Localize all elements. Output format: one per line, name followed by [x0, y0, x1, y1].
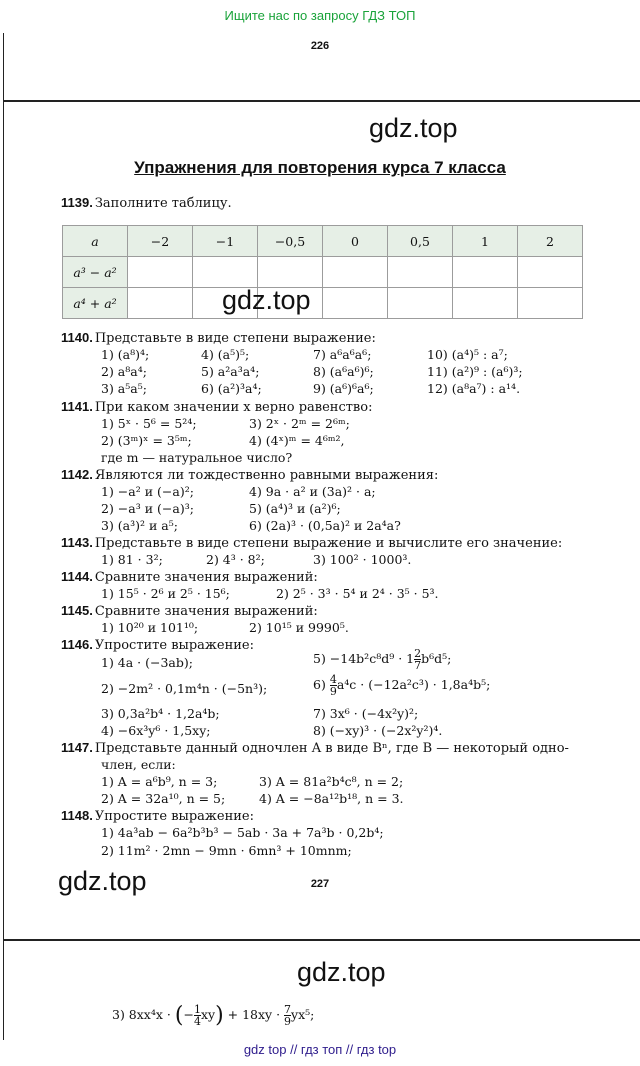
exercise-item: 2) a⁸a⁴; [101, 364, 147, 379]
exercise-item: 8) (a⁶a⁶)⁶; [313, 364, 374, 379]
exercise-item: 1) −a² и (−a)²; [101, 484, 194, 499]
exercise-item: 3) a⁵a⁵; [101, 381, 147, 396]
problem-text: Сравните значения выражений: [94, 604, 318, 619]
problem-1139 [61, 195, 232, 212]
table-header-cell: 1 [453, 226, 518, 257]
exercise-item: 7) 3x⁶ · (−4x²y)²; [313, 706, 419, 721]
watermark: gdz.top [58, 866, 147, 896]
table-cell [193, 257, 258, 288]
fraction: $\frac{4}{9}$ [329, 673, 337, 698]
exercise-item: 2) 4³ · 8²; [206, 552, 265, 567]
problem-text: Представьте в виде степени выражение и вычислите его значение: [94, 536, 563, 551]
table-cell [323, 257, 388, 288]
page-border-left [3, 940, 4, 1040]
exercise-item: 2) 11m² · 2mn − 9mn · 6mn³ + 10mnm; [101, 843, 352, 858]
exercise-item: 4) (4ˣ)ᵐ = 4⁶ᵐ², [249, 433, 345, 448]
problem-number: 1140. [61, 330, 93, 345]
exercise-item: 8) (−xy)³ · (−2x²y²)⁴. [313, 723, 443, 738]
page-number-top: 226 [310, 40, 330, 52]
exercise-item: 2) 10¹⁵ и 9990⁵. [249, 620, 349, 635]
exercise-item: 3) 0,3a²b⁴ · 1,2a⁴b; [101, 706, 220, 721]
table-header-cell: 2 [518, 226, 583, 257]
fraction: $\frac{1}{4}$ [193, 1003, 201, 1028]
problem-1143 [61, 535, 562, 552]
problem-text: Представьте в виде степени выражение: [94, 331, 376, 346]
footer-links[interactable]: gdz top // гдз топ // гдз top [243, 1042, 397, 1057]
exercise-item: 5) a²a³a⁴; [201, 364, 260, 379]
table-header-cell: −1 [193, 226, 258, 257]
watermark: gdz.top [297, 957, 386, 987]
problem-text: Представьте данный одночлен A в виде Bⁿ, где B — некоторый одно- [94, 741, 569, 756]
exercise-item: 2) A = 32a¹⁰, n = 5; [101, 791, 226, 806]
exercise-note: член, если: [101, 757, 176, 772]
watermark: gdz.top [369, 113, 458, 143]
exercise-item: 1) 81 · 3²; [101, 552, 163, 567]
exercise-item: 3) (a³)² и a⁵; [101, 518, 178, 533]
table-cell [258, 257, 323, 288]
exercise-item: 2) −2m² · 0,1m⁴n · (−5n³); [101, 681, 268, 696]
exercise-item: 2) 2⁵ · 3³ · 5⁴ и 2⁴ · 3⁵ · 5³. [276, 586, 439, 601]
exercise-note: где m — натуральное число? [101, 450, 293, 465]
exercise-item: 3) 8xx⁴x · (− $\frac{1}{4}$ xy) + 18xy · $\frac{7}{9}$ yx⁵; [112, 1003, 315, 1028]
exercise-item: 10) (a⁴)⁵ : a⁷; [427, 347, 508, 362]
exercise-item: 1) 15⁵ · 2⁶ и 2⁵ · 15⁶; [101, 586, 230, 601]
exercise-item: 1) 4a³ab − 6a²b³b³ − 5ab · 3a + 7a³b · 0,2b⁴; [101, 825, 384, 840]
exercise-item: 6) (2a)³ · (0,5a)² и 2a⁴a? [249, 518, 401, 533]
problem-1146 [61, 637, 254, 654]
problem-text: Заполните таблицу. [94, 196, 232, 211]
problem-number: 1147. [61, 740, 93, 755]
exercise-item: 2) (3ᵐ)ˣ = 3⁵ᵐ; [101, 433, 192, 448]
exercise-item: 6) (a²)³a⁴; [201, 381, 262, 396]
problem-text: Упростите выражение: [94, 809, 254, 824]
exercise-item: 4) (a⁵)⁵; [201, 347, 250, 362]
table-cell [128, 257, 193, 288]
table-row-label: a⁴ + a² [63, 288, 128, 319]
table-header-cell: 0 [323, 226, 388, 257]
problem-number: 1144. [61, 569, 93, 584]
table-cell [518, 257, 583, 288]
exercise-item: 1) 10²⁰ и 101¹⁰; [101, 620, 199, 635]
exercise-item: 1) A = a⁶b⁹, n = 3; [101, 774, 218, 789]
exercise-item: 4) A = −8a¹²b¹⁸, n = 3. [259, 791, 404, 806]
problem-text: Являются ли тождественно равными выражения: [94, 468, 439, 483]
table-header-cell: −2 [128, 226, 193, 257]
fraction: $\frac{2}{7}$ [414, 647, 422, 672]
problem-number: 1145. [61, 603, 93, 618]
problem-text: Сравните значения выражений: [94, 570, 318, 585]
watermark: gdz.top [222, 285, 311, 315]
exercise-item: 5) (a⁴)³ и (a²)⁶; [249, 501, 341, 516]
exercise-item: 3) A = 81a²b⁴c⁸, n = 2; [259, 774, 404, 789]
exercise-item: 12) (a⁸a⁷) : a¹⁴. [427, 381, 521, 396]
fraction: $\frac{7}{9}$ [284, 1003, 292, 1028]
problem-number: 1146. [61, 637, 93, 652]
table-cell [323, 288, 388, 319]
problem-number: 1142. [61, 467, 93, 482]
table-cell [518, 288, 583, 319]
exercise-item: 3) 2ˣ · 2ᵐ = 2⁶ᵐ; [249, 416, 350, 431]
problem-number: 1143. [61, 535, 93, 550]
problem-1148 [61, 808, 254, 825]
values-table [62, 225, 583, 319]
exercise-item: 6) $\frac{4}{9}$ a⁴c · (−12a²c³) · 1,8a⁴b⁵; [313, 673, 491, 698]
exercise-item: 1) (a⁸)⁴; [101, 347, 150, 362]
table-header-cell: 0,5 [388, 226, 453, 257]
problem-number: 1141. [61, 399, 93, 414]
page-border-left [3, 100, 4, 940]
page-divider [3, 939, 640, 941]
problem-1142 [61, 467, 438, 484]
exercise-item: 11) (a²)⁹ : (a⁶)³; [427, 364, 523, 379]
exercise-item: 3) 100² · 1000³. [313, 552, 412, 567]
exercise-item: 9) (a⁶)⁶a⁶; [313, 381, 374, 396]
problem-number: 1148. [61, 808, 93, 823]
page-number-bottom: 227 [310, 878, 330, 890]
exercise-item: 1) 4a · (−3ab); [101, 655, 193, 670]
table-header-cell: −0,5 [258, 226, 323, 257]
table-cell [453, 288, 518, 319]
table-row-label: a³ − a² [63, 257, 128, 288]
problem-1147 [61, 740, 569, 757]
problem-1141 [61, 399, 372, 416]
problem-number: 1139. [61, 195, 93, 210]
exercise-item: 5) −14b²c⁸d⁹ · 1 $\frac{2}{7}$ b⁶d⁵; [313, 647, 452, 672]
problem-1140 [61, 330, 376, 347]
table-cell [453, 257, 518, 288]
section-title: Упражнения для повторения курса 7 класса [134, 158, 506, 177]
problem-1145 [61, 603, 318, 620]
problem-1144 [61, 569, 318, 586]
table-cell [388, 288, 453, 319]
table-header-label: a [63, 226, 128, 257]
exercise-item: 2) −a³ и (−a)³; [101, 501, 194, 516]
exercise-item: 4) 9a · a² и (3a)² · a; [249, 484, 376, 499]
exercise-item: 4) −6x³y⁶ · 1,5xy; [101, 723, 211, 738]
table-cell [388, 257, 453, 288]
problem-text: Упростите выражение: [94, 638, 254, 653]
search-banner[interactable]: Ищите нас по запросу ГДЗ ТОП [224, 8, 416, 23]
exercise-item: 7) a⁶a⁶a⁶; [313, 347, 372, 362]
page-divider [3, 100, 640, 102]
exercise-item: 1) 5ˣ · 5⁶ = 5²⁴; [101, 416, 197, 431]
table-cell [128, 288, 193, 319]
problem-text: При каком значении x верно равенство: [94, 400, 373, 415]
